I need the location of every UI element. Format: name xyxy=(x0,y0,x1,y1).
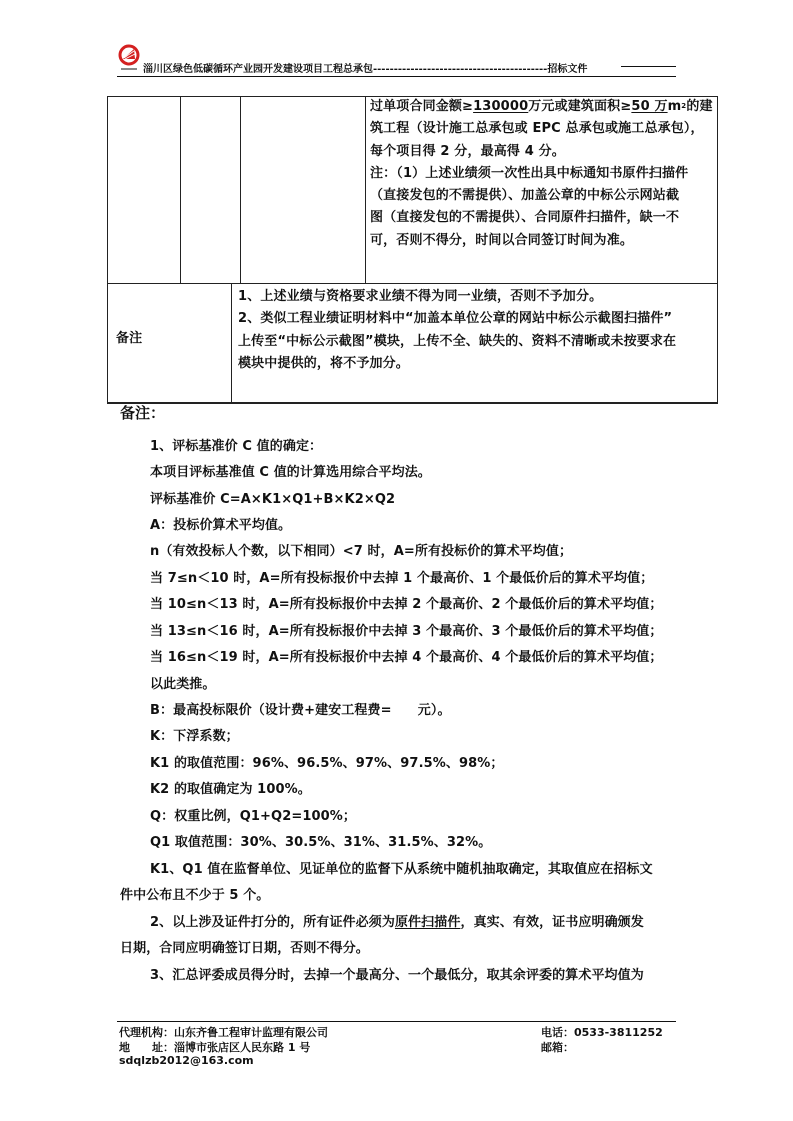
criteria-note-line-4: 可，否则不得分，时间以合同签订时间为准。 xyxy=(370,232,634,248)
remark-line-2: 2、类似工程业绩证明材料中“加盖本单位公章的网站中标公示截图扫描件” xyxy=(238,311,673,327)
table-border-bottom xyxy=(107,402,718,404)
remarks-cell xyxy=(238,286,716,375)
contract-amount-threshold: 130000 xyxy=(473,99,529,114)
note-line: 件中公布且不少于 5 个。 xyxy=(120,888,270,903)
table-row-divider xyxy=(107,283,718,284)
agency-label: 代理机构： xyxy=(119,1026,174,1039)
remark-line-3: 上传至“中标公示截图”模块，上传不全、缺失的、资料不清晰或未按要求在 xyxy=(238,333,677,349)
table-border-right xyxy=(717,96,718,403)
note-line: K1、Q1 值在监督单位、见证单位的监督下从系统中随机抽取确定，其取值应在招标文 xyxy=(150,862,653,877)
formula-line: 评标基准价 C=A×K1×Q1+B×K2×Q2 xyxy=(150,492,396,507)
note-line: 当 10≤n＜13 时，A=所有投标报价中去掉 2 个最高价、2 个最低价后的算术平均值； xyxy=(150,597,663,612)
note-line: 以此类推。 xyxy=(150,677,216,692)
header-short-rule xyxy=(621,66,676,67)
note-line: B：最高投标限价（设计费+建安工程费= 元）。 xyxy=(150,703,451,718)
note-line: 当 13≤n＜16 时，A=所有投标报价中去掉 3 个最高价、3 个最低价后的算术平均值； xyxy=(150,624,663,639)
remarks-label: 备注 xyxy=(116,331,143,346)
note-line: K：下浮系数； xyxy=(150,729,239,744)
criteria-note-line-2: （直接发包的不需提供）、加盖公章的中标公示网站截 xyxy=(370,188,680,204)
criteria-note-line-3: 图（直接发包的不需提供）、合同原件扫描件，缺一不 xyxy=(370,210,680,226)
scoring-table xyxy=(107,96,718,403)
note-line: Q1 取值范围：30%、30.5%、31%、31.5%、32%。 xyxy=(150,835,492,850)
criteria-note-line-1: 注：（1）上述业绩须一次性出具中标通知书原件扫描件 xyxy=(370,165,689,181)
agency-name: 山东齐鲁工程审计监理有限公司 xyxy=(174,1026,328,1039)
address-info xyxy=(119,1039,310,1055)
document-header-title: 淄川区绿色低碳循环产业园开发建设项目工程总承包------------------------------------------招标文件 xyxy=(143,64,588,75)
remark-line-1: 1、上述业绩与资格要求业绩不得为同一业绩，否则不予加分。 xyxy=(238,289,603,304)
note-line: K2 的取值确定为 100%。 xyxy=(150,782,311,797)
table-notes-divider xyxy=(231,283,232,403)
header-rule xyxy=(117,76,676,77)
address-label: 地 址： xyxy=(119,1041,174,1054)
performance-criteria-cell xyxy=(370,96,715,252)
table-col-divider-1 xyxy=(180,96,181,283)
criteria-line-3: 每个项目得 2 分，最高得 4 分。 xyxy=(370,143,565,159)
phone-label: 电话： xyxy=(541,1026,574,1039)
note-line: n（有效投标人个数，以下相同）<7 时，A=所有投标价的算术平均值； xyxy=(150,544,573,559)
building-area-threshold: 50 万 xyxy=(631,99,668,114)
agency-info xyxy=(119,1024,328,1040)
note-item-2: 2、以上涉及证件打分的，所有证件必须为原件扫描件，真实、有效，证书应明确颁发 xyxy=(150,915,644,930)
footer-rule xyxy=(117,1021,676,1022)
note-item-2-cont: 日期，合同应明确签订日期，否则不得分。 xyxy=(120,941,369,956)
phone-number: 0533-3811252 xyxy=(574,1026,663,1039)
note-line: K1 的取值范围：96%、96.5%、97%、97.5%、98%； xyxy=(150,756,504,771)
original-scan-emphasis: 原件扫描件 xyxy=(394,915,461,930)
note-line: 本项目评标基准值 C 值的计算选用综合平均法。 xyxy=(150,465,431,480)
table-col-divider-2 xyxy=(240,96,241,283)
note-item-3: 3、汇总评委成员得分时，去掉一个最高分、一个最低分，取其余评委的算术平均值为 xyxy=(150,968,644,983)
remark-line-4: 模块中提供的，将不予加分。 xyxy=(238,355,409,371)
email-label: 邮箱： xyxy=(541,1041,574,1054)
note-line: 当 7≤n＜10 时，A=所有投标报价中去掉 1 个最高价、1 个最低价后的算术平均值； xyxy=(150,571,654,586)
criteria-line-1: 过单项合同金额≥130000万元或建筑面积≥50 万$m^2$的建 xyxy=(370,99,713,114)
email-address: sdqlzb2012@163.com xyxy=(119,1054,254,1067)
phone-info xyxy=(541,1024,663,1040)
address: 淄博市张店区人民东路 1 号 xyxy=(174,1041,311,1054)
note-line: Q：权重比例，Q1+Q2=100%； xyxy=(150,809,356,824)
note-line: 当 16≤n＜19 时，A=所有投标报价中去掉 4 个最高价、4 个最低价后的算术平均值； xyxy=(150,650,663,665)
note-heading-1: 1、评标基准价 C 值的确定： xyxy=(150,439,323,454)
notes-title: 备注： xyxy=(120,404,166,422)
note-line: A：投标价算术平均值。 xyxy=(150,518,292,533)
table-col-divider-3 xyxy=(365,96,366,283)
criteria-line-2: 筑工程（设计施工总承包或 EPC 总承包或施工总承包）， xyxy=(370,121,704,137)
table-border-left xyxy=(107,96,108,403)
company-logo-icon xyxy=(118,44,140,74)
